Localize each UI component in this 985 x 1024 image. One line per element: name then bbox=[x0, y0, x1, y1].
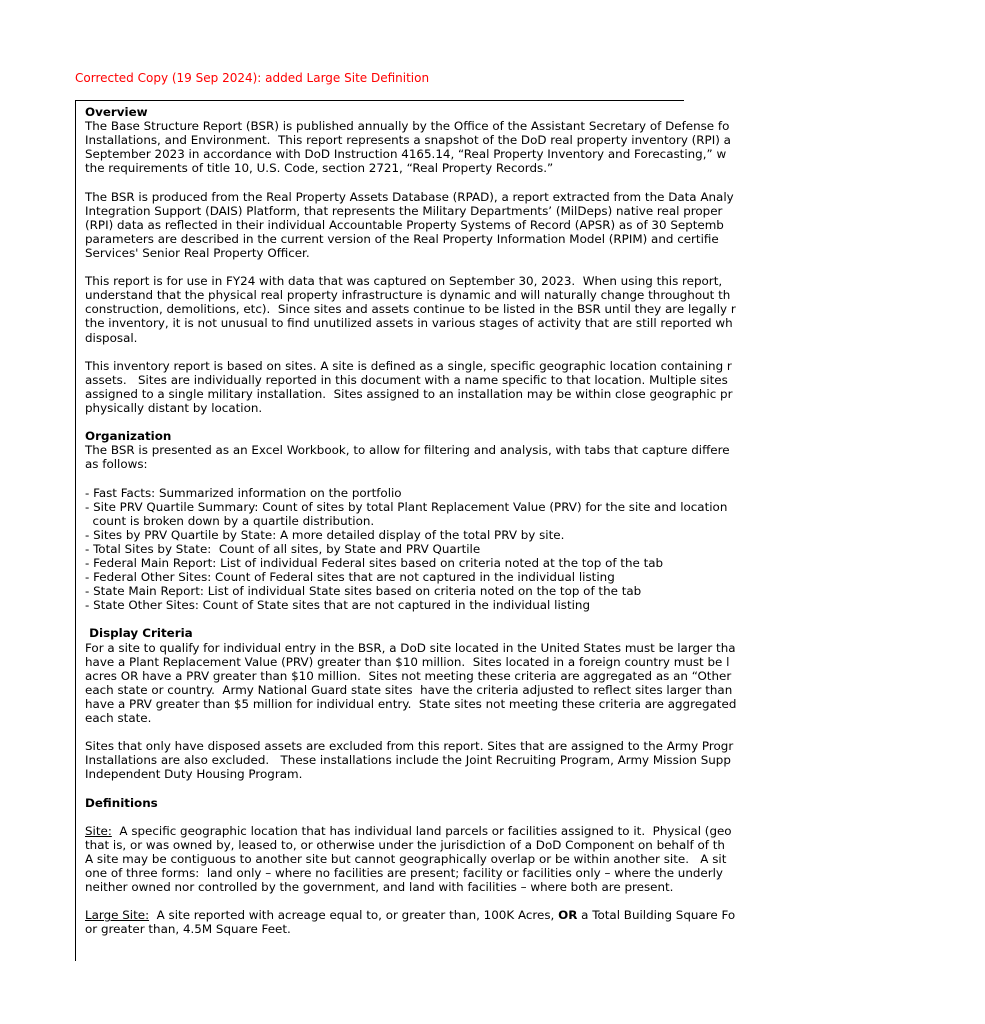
text-line: (RPI) data as reflected in their individual Accountable Property Systems of Record (APSR) as of 30 Septemb bbox=[85, 217, 724, 232]
text-line: understand that the physical real property infrastructure is dynamic and will naturally change throughout th bbox=[85, 288, 731, 303]
site-definition bbox=[85, 824, 985, 894]
list-item: - Site PRV Quartile Summary: Count of sites by total Plant Replacement Value (PRV) for the site and location bbox=[85, 499, 728, 514]
text-line: assets. Sites are individually reported in this document with a name specific to that location. Multiple sites bbox=[85, 372, 728, 387]
organization-intro bbox=[85, 443, 985, 471]
overview-heading: Overview bbox=[85, 105, 148, 119]
text-segment: A site reported with acreage equal to, or greater than, 100K Acres, bbox=[149, 908, 559, 923]
document-frame bbox=[75, 100, 737, 961]
text-line: construction, demolitions, etc). Since sites and assets continue to be listed in the BSR until they are legally r bbox=[85, 302, 736, 317]
text-line: Services' Senior Real Property Officer. bbox=[85, 245, 310, 260]
text-line: A site may be contiguous to another site but cannot geographically overlap or be within another site. A sit bbox=[85, 851, 727, 866]
document-content bbox=[85, 105, 985, 937]
text-line: one of three forms: land only – where no facilities are present; facility or facilities only – where the underly bbox=[85, 866, 723, 881]
large-site-term: Large Site: bbox=[85, 908, 150, 923]
text-line: each state or country. Army National Guard state sites have the criteria adjusted to reflect sites larger than bbox=[85, 682, 733, 697]
overview-paragraph-3 bbox=[85, 274, 985, 344]
large-site-definition bbox=[85, 908, 985, 936]
list-item: - Sites by PRV Quartile by State: A more detailed display of the total PRV by site. bbox=[85, 527, 565, 542]
text-line: disposal. bbox=[85, 330, 138, 345]
or-emphasis: OR bbox=[558, 908, 578, 923]
text-line: parameters are described in the current version of the Real Property Information Model (RPIM) and certifie bbox=[85, 231, 719, 246]
list-item: - State Main Report: List of individual State sites based on criteria noted on the top of the tab bbox=[85, 584, 642, 599]
text-line: each state. bbox=[85, 711, 152, 726]
text-line: For a site to qualify for individual entry in the BSR, a DoD site located in the United States must be larger tha bbox=[85, 640, 736, 655]
text-line: physically distant by location. bbox=[85, 400, 263, 415]
text-line: acres OR have a PRV greater than $10 million. Sites not meeting these criteria are aggregated as an “Other bbox=[85, 668, 732, 683]
text-line: or greater than, 4.5M Square Feet. bbox=[85, 922, 291, 937]
list-item: - Fast Facts: Summarized information on the portfolio bbox=[85, 485, 402, 500]
overview-paragraph-1 bbox=[85, 119, 985, 175]
text-line: the requirements of title 10, U.S. Code, section 2721, “Real Property Records.” bbox=[85, 161, 554, 176]
list-item: - Total Sites by State: Count of all sites, by State and PRV Quartile bbox=[85, 541, 481, 556]
list-item: - Federal Other Sites: Count of Federal sites that are not captured in the individual listing bbox=[85, 570, 615, 585]
text-line: Integration Support (DAIS) Platform, that represents the Military Departments’ (MilDeps) native real proper bbox=[85, 203, 723, 218]
list-item: - Federal Main Report: List of individual Federal sites based on criteria noted at the top of the tab bbox=[85, 556, 664, 570]
overview-paragraph-2 bbox=[85, 190, 985, 260]
display-criteria-paragraph-1 bbox=[85, 641, 985, 726]
text-line: This inventory report is based on sites. A site is defined as a single, specific geographic location containing r bbox=[85, 358, 732, 373]
organization-tab-list bbox=[85, 486, 985, 613]
text-line: Independent Duty Housing Program. bbox=[85, 767, 303, 782]
text-line: that is, or was owned by, leased to, or otherwise under the jurisdiction of a DoD Component on behalf of th bbox=[85, 837, 725, 852]
list-item: - State Other Sites: Count of State sites that are not captured in the individual listing bbox=[85, 598, 590, 613]
correction-note: Corrected Copy (19 Sep 2024): added Large Site Definition bbox=[75, 71, 430, 85]
list-item: count is broken down by a quartile distribution. bbox=[85, 513, 375, 528]
text-line: assigned to a single military installation. Sites assigned to an installation may be within close geographic pr bbox=[85, 386, 733, 401]
text-line: neither owned nor controlled by the government, and land with facilities – where both are present. bbox=[85, 880, 674, 895]
text-line: have a Plant Replacement Value (PRV) greater than $10 million. Sites located in a foreign country must be l bbox=[85, 654, 730, 669]
text-line: A specific geographic location that has individual land parcels or facilities assigned to it. Physical (geo bbox=[111, 823, 732, 838]
organization-heading: Organization bbox=[85, 429, 172, 444]
text-line: Sites that only have disposed assets are excluded from this report. Sites that are assigned to the Army Progr bbox=[85, 739, 734, 754]
text-line: This report is for use in FY24 with data that was captured on September 30, 2023. When using this report, bbox=[85, 274, 723, 289]
text-segment: a Total Building Square Fo bbox=[577, 908, 736, 923]
display-criteria-paragraph-2 bbox=[85, 739, 985, 781]
overview-paragraph-4 bbox=[85, 359, 985, 415]
text-line: the inventory, it is not unusual to find unutilized assets in various stages of activity that are still reported wh bbox=[85, 316, 733, 331]
text-line: as follows: bbox=[85, 457, 148, 472]
site-term: Site: bbox=[85, 823, 112, 838]
text-line: The Base Structure Report (BSR) is published annually by the Office of the Assistant Secretary of Defense fo bbox=[85, 119, 730, 134]
definitions-heading: Definitions bbox=[85, 795, 158, 810]
text-line: The BSR is produced from the Real Property Assets Database (RPAD), a report extracted from the Data Analy bbox=[85, 189, 734, 204]
text-line: have a PRV greater than $5 million for individual entry. State sites not meeting these criteria are aggregated bbox=[85, 696, 737, 711]
text-line: Installations are also excluded. These installations include the Joint Recruiting Program, Army Mission Supp bbox=[85, 753, 731, 768]
display-criteria-heading: Display Criteria bbox=[85, 626, 193, 641]
text-line: Installations, and Environment. This report represents a snapshot of the DoD real property inventory (RPI) a bbox=[85, 133, 731, 148]
text-line: The BSR is presented as an Excel Workbook, to allow for filtering and analysis, with tabs that capture differe bbox=[85, 443, 730, 458]
text-line: September 2023 in accordance with DoD Instruction 4165.14, “Real Property Inventory and Forecasting,” w bbox=[85, 147, 727, 162]
